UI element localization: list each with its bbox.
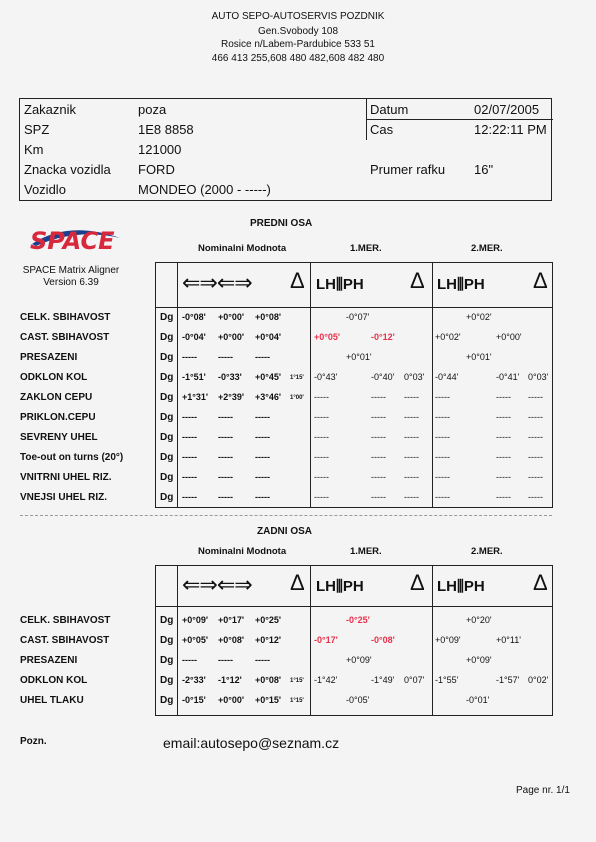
row-label: SEVRENY UHEL bbox=[20, 432, 98, 443]
mer2-diff: ----- bbox=[528, 492, 543, 502]
nominal-max: +0°15' bbox=[255, 695, 282, 705]
unit-label: Dg bbox=[160, 675, 174, 686]
nominal-mid: -0°33' bbox=[218, 372, 242, 382]
mer1-right: -0°12' bbox=[371, 332, 395, 342]
nominal-min: -1°51' bbox=[182, 372, 206, 382]
nominal-mid: ----- bbox=[218, 452, 233, 462]
email-link[interactable]: email:autosepo@seznam.cz bbox=[163, 735, 340, 751]
unit-label: Dg bbox=[160, 412, 174, 423]
datum-label: Datum bbox=[370, 102, 409, 117]
nominal-max: ----- bbox=[255, 655, 270, 665]
nominal-mid: +0°00' bbox=[218, 312, 245, 322]
cross-icon: ⫼ bbox=[457, 578, 464, 595]
front-arrows-icon: ⇐⇒⇐⇒ bbox=[182, 270, 252, 295]
rear-mer1-header: 1.MER. bbox=[350, 546, 382, 557]
mer2-right: -0°41' bbox=[496, 372, 520, 382]
software-name: SPACE Matrix Aligner bbox=[22, 265, 120, 276]
mer1-total: -0°05' bbox=[346, 695, 370, 705]
row-label: PRESAZENI bbox=[20, 352, 78, 363]
mer1-right: -0°40' bbox=[371, 372, 395, 382]
mer2-right: ----- bbox=[496, 472, 511, 482]
unit-label: Dg bbox=[160, 472, 174, 483]
nominal-min: +1°31' bbox=[182, 392, 209, 402]
mer2-left: ----- bbox=[435, 412, 450, 422]
unit-label: Dg bbox=[160, 372, 174, 383]
mer1-left: ----- bbox=[314, 452, 329, 462]
rear-lhph-2: LH⫼PH bbox=[437, 578, 485, 595]
nominal-max: +0°25' bbox=[255, 615, 282, 625]
unit-label: Dg bbox=[160, 695, 174, 706]
nominal-max: +0°08' bbox=[255, 312, 282, 322]
nominal-tol: 1°15' bbox=[290, 375, 304, 381]
mer2-left: ----- bbox=[435, 492, 450, 502]
nominal-max: +0°04' bbox=[255, 332, 282, 342]
page-number: Page nr. 1/1 bbox=[516, 785, 570, 796]
mer2-total: +0°20' bbox=[466, 615, 492, 625]
nominal-max: +0°08' bbox=[255, 675, 282, 685]
delta-icon: Δ bbox=[533, 268, 548, 293]
mer2-diff: ----- bbox=[528, 452, 543, 462]
software-version: Version 6.39 bbox=[43, 277, 99, 288]
mer2-diff: ----- bbox=[528, 412, 543, 422]
nominal-tol: 1°00' bbox=[290, 395, 304, 401]
rear-title: ZADNI OSA bbox=[257, 526, 312, 537]
mer2-left: +0°02' bbox=[435, 332, 461, 342]
nominal-mid: ----- bbox=[218, 655, 233, 665]
mer1-diff: ----- bbox=[404, 412, 419, 422]
km-value: 121000 bbox=[138, 142, 182, 157]
cross-icon: ⫼ bbox=[457, 276, 464, 293]
nominal-mid: +2°39' bbox=[218, 392, 245, 402]
company-street: Gen.Svobody 108 bbox=[257, 26, 339, 37]
nominal-min: ----- bbox=[182, 492, 197, 502]
cas-value: 12:22:11 PM bbox=[474, 122, 547, 137]
mer1-right: ----- bbox=[371, 492, 386, 502]
mer1-diff: ----- bbox=[404, 452, 419, 462]
nominal-mid: +0°00' bbox=[218, 332, 245, 342]
row-label: VNITRNI UHEL RIZ. bbox=[20, 472, 112, 483]
nominal-max: +0°45' bbox=[255, 372, 282, 382]
nominal-max: +3°46' bbox=[255, 392, 282, 402]
nominal-max: ----- bbox=[255, 472, 270, 482]
row-label: CELK. SBIHAVOST bbox=[20, 312, 111, 323]
unit-label: Dg bbox=[160, 432, 174, 443]
delta-icon: Δ bbox=[533, 570, 548, 595]
spz-value: 1E8 8858 bbox=[138, 122, 194, 137]
mer1-diff: ----- bbox=[404, 472, 419, 482]
mer2-diff: 0°02' bbox=[528, 675, 549, 685]
front-mer1-header: 1.MER. bbox=[350, 243, 382, 254]
row-label: ODKLON KOL bbox=[20, 372, 88, 383]
row-label: VNEJSI UHEL RIZ. bbox=[20, 492, 108, 503]
mer1-right: ----- bbox=[371, 472, 386, 482]
mer1-right: ----- bbox=[371, 452, 386, 462]
mer2-diff: ----- bbox=[528, 392, 543, 402]
unit-label: Dg bbox=[160, 332, 174, 343]
nominal-min: ----- bbox=[182, 472, 197, 482]
nominal-min: +0°09' bbox=[182, 615, 209, 625]
space-logo bbox=[28, 218, 124, 259]
mer2-left: ----- bbox=[435, 472, 450, 482]
rear-arrows-icon: ⇐⇒⇐⇒ bbox=[182, 572, 252, 597]
front-title: PREDNI OSA bbox=[250, 218, 313, 229]
mer1-diff: ----- bbox=[404, 432, 419, 442]
space-logo-text: SPACE bbox=[30, 227, 115, 254]
zakaznik-value: poza bbox=[138, 102, 167, 117]
unit-label: Dg bbox=[160, 452, 174, 463]
nominal-max: ----- bbox=[255, 492, 270, 502]
pozn-label: Pozn. bbox=[20, 736, 47, 747]
nominal-max: ----- bbox=[255, 352, 270, 362]
vozidlo-label: Vozidlo bbox=[24, 182, 66, 197]
mer2-total: +0°01' bbox=[466, 352, 492, 362]
rear-nominal-header: Nominalni Modnota bbox=[198, 546, 287, 557]
company-name: AUTO SEPO-AUTOSERVIS POZDNIK bbox=[211, 11, 385, 22]
mer2-right: +0°11' bbox=[496, 635, 521, 645]
mer1-left: +0°05' bbox=[314, 332, 341, 342]
nominal-min: ----- bbox=[182, 452, 197, 462]
nominal-mid: ----- bbox=[218, 432, 233, 442]
mer1-left: ----- bbox=[314, 392, 329, 402]
mer2-left: ----- bbox=[435, 432, 450, 442]
mer1-left: -0°17' bbox=[314, 635, 338, 645]
mer2-right: -1°57' bbox=[496, 675, 520, 685]
front-lhph-2: LH⫼PH bbox=[437, 276, 485, 293]
cross-icon: ⫼ bbox=[336, 578, 343, 595]
km-label: Km bbox=[24, 142, 44, 157]
front-lhph-1: LH⫼PH bbox=[316, 276, 364, 293]
zakaznik-label: Zakaznik bbox=[24, 102, 77, 117]
front-mer2-header: 2.MER. bbox=[471, 243, 503, 254]
row-label: PRESAZENI bbox=[20, 655, 78, 666]
nominal-tol: 1°15' bbox=[290, 678, 304, 684]
row-label: ZAKLON CEPU bbox=[20, 392, 93, 403]
row-label: ODKLON KOL bbox=[20, 675, 88, 686]
mer1-left: ----- bbox=[314, 472, 329, 482]
mer1-total: -0°07' bbox=[346, 312, 370, 322]
mer2-left: -0°44' bbox=[435, 372, 459, 382]
mer1-diff: ----- bbox=[404, 392, 419, 402]
nominal-mid: +0°00' bbox=[218, 695, 245, 705]
mer2-left: ----- bbox=[435, 392, 450, 402]
mer2-total: +0°02' bbox=[466, 312, 492, 322]
nominal-max: +0°12' bbox=[255, 635, 282, 645]
mer2-right: ----- bbox=[496, 432, 511, 442]
nominal-mid: ----- bbox=[218, 472, 233, 482]
nominal-mid: ----- bbox=[218, 412, 233, 422]
mer2-left: -1°55' bbox=[435, 675, 459, 685]
znacka-value: FORD bbox=[138, 162, 175, 177]
company-phones: 466 413 255,608 480 482,608 482 480 bbox=[211, 53, 385, 64]
mer2-total: -0°01' bbox=[466, 695, 490, 705]
nominal-min: -0°15' bbox=[182, 695, 206, 705]
unit-label: Dg bbox=[160, 312, 174, 323]
row-label: Toe-out on turns (20°) bbox=[20, 452, 124, 463]
mer2-right: ----- bbox=[496, 392, 511, 402]
mer2-left: ----- bbox=[435, 452, 450, 462]
mer2-right: ----- bbox=[496, 492, 511, 502]
nominal-tol: 1°15' bbox=[290, 698, 304, 704]
unit-label: Dg bbox=[160, 492, 174, 503]
mer1-right: ----- bbox=[371, 412, 386, 422]
mer2-right: ----- bbox=[496, 412, 511, 422]
mer1-total: +0°09' bbox=[346, 655, 372, 665]
mer1-right: -0°08' bbox=[371, 635, 395, 645]
front-nominal-header: Nominalni Modnota bbox=[198, 243, 287, 254]
mer2-right: +0°00' bbox=[496, 332, 522, 342]
mer1-left: ----- bbox=[314, 412, 329, 422]
mer1-right: -1°49' bbox=[371, 675, 395, 685]
cas-label: Cas bbox=[370, 122, 394, 137]
mer2-total: +0°09' bbox=[466, 655, 492, 665]
space-logo-graphic bbox=[28, 218, 124, 254]
spz-label: SPZ bbox=[24, 122, 50, 137]
mer2-diff: ----- bbox=[528, 432, 543, 442]
rear-lhph-1: LH⫼PH bbox=[316, 578, 364, 595]
mer2-right: ----- bbox=[496, 452, 511, 462]
company-city: Rosice n/Labem-Pardubice 533 51 bbox=[221, 39, 375, 50]
delta-icon: Δ bbox=[290, 268, 305, 293]
mer2-diff: 0°03' bbox=[528, 372, 549, 382]
row-label: UHEL TLAKU bbox=[20, 695, 84, 706]
nominal-mid: ----- bbox=[218, 492, 233, 502]
nominal-mid: -1°12' bbox=[218, 675, 242, 685]
row-label: CAST. SBIHAVOST bbox=[20, 635, 110, 646]
nominal-max: ----- bbox=[255, 432, 270, 442]
nominal-min: -0°08' bbox=[182, 312, 206, 322]
mer1-right: ----- bbox=[371, 432, 386, 442]
nominal-min: ----- bbox=[182, 412, 197, 422]
nominal-mid: +0°17' bbox=[218, 615, 245, 625]
nominal-min: ----- bbox=[182, 352, 197, 362]
nominal-mid: +0°08' bbox=[218, 635, 245, 645]
mer1-left: -1°42' bbox=[314, 675, 338, 685]
rafek-value: 16" bbox=[474, 162, 494, 177]
unit-label: Dg bbox=[160, 635, 174, 646]
row-label: CAST. SBIHAVOST bbox=[20, 332, 110, 343]
mer1-left: -0°43' bbox=[314, 372, 338, 382]
delta-icon: Δ bbox=[410, 268, 425, 293]
mer1-diff: 0°07' bbox=[404, 675, 425, 685]
rafek-label: Prumer rafku bbox=[370, 162, 446, 177]
nominal-min: +0°05' bbox=[182, 635, 209, 645]
mer1-diff: ----- bbox=[404, 492, 419, 502]
znacka-label: Znacka vozidla bbox=[24, 162, 111, 177]
nominal-max: ----- bbox=[255, 412, 270, 422]
delta-icon: Δ bbox=[410, 570, 425, 595]
mer1-diff: 0°03' bbox=[404, 372, 425, 382]
nominal-max: ----- bbox=[255, 452, 270, 462]
row-label: PRIKLON.CEPU bbox=[20, 412, 96, 423]
rear-mer2-header: 2.MER. bbox=[471, 546, 503, 557]
mer1-left: ----- bbox=[314, 492, 329, 502]
mer1-total: -0°25' bbox=[346, 615, 370, 625]
nominal-min: -0°04' bbox=[182, 332, 206, 342]
cross-icon: ⫼ bbox=[336, 276, 343, 293]
unit-label: Dg bbox=[160, 392, 174, 403]
datum-value: 02/07/2005 bbox=[474, 102, 540, 117]
nominal-min: ----- bbox=[182, 655, 197, 665]
unit-label: Dg bbox=[160, 615, 174, 626]
mer2-left: +0°09' bbox=[435, 635, 461, 645]
mer1-total: +0°01' bbox=[346, 352, 372, 362]
nominal-min: -2°33' bbox=[182, 675, 206, 685]
customer-box bbox=[19, 98, 552, 201]
mer2-diff: ----- bbox=[528, 472, 543, 482]
front-table bbox=[155, 262, 553, 508]
row-label: CELK. SBIHAVOST bbox=[20, 615, 111, 626]
mer1-left: ----- bbox=[314, 432, 329, 442]
delta-icon: Δ bbox=[290, 570, 305, 595]
nominal-mid: ----- bbox=[218, 352, 233, 362]
unit-label: Dg bbox=[160, 352, 174, 363]
vozidlo-value: MONDEO (2000 - -----) bbox=[138, 182, 271, 197]
nominal-min: ----- bbox=[182, 432, 197, 442]
unit-label: Dg bbox=[160, 655, 174, 666]
mer1-right: ----- bbox=[371, 392, 386, 402]
